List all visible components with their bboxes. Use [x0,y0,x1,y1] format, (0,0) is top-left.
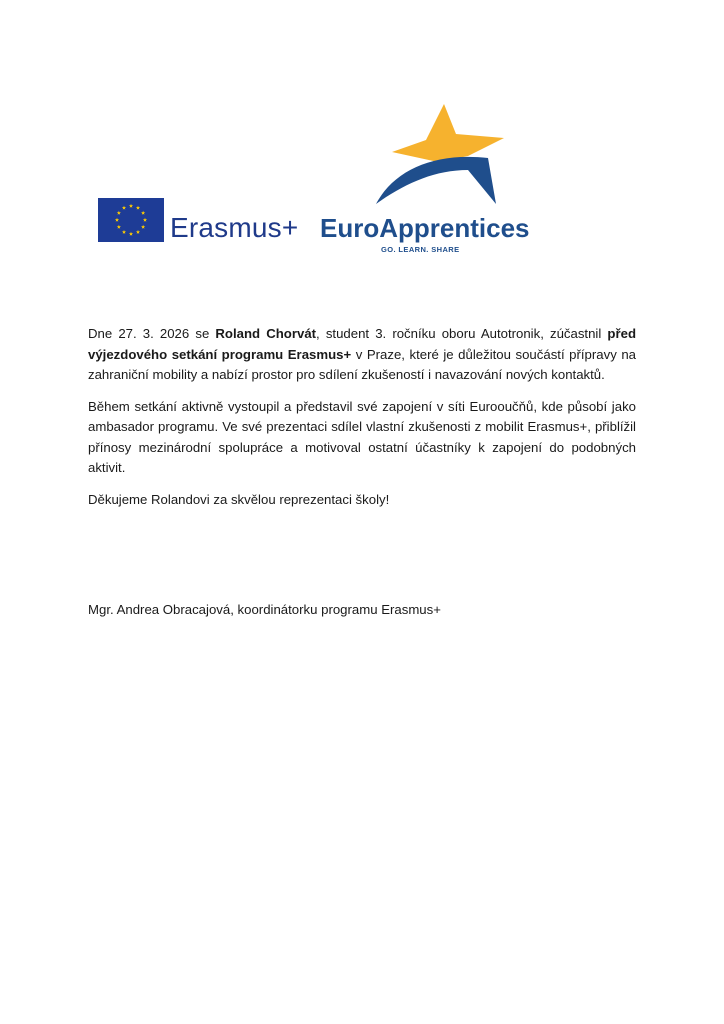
eu-flag-icon [98,198,164,242]
euroapprentices-logo-text: EuroApprentices [320,213,530,243]
erasmus-plus-logo-text: Erasmus+ [170,212,299,243]
paragraph-intro [88,324,636,386]
text-segment: v Praze, které je důležitou součástí přípravy na zahraniční mobility a nabízí prostor pro sdílení zkušeností i navazování nových kontaktů. [88,346,636,382]
text-segment: , student 3. ročníku oboru Autotronik, zúčastnil [316,326,608,341]
euroapprentices-tagline: GO. LEARN. SHARE [381,245,460,254]
letter-body [88,324,636,521]
paragraph-activity: Během setkání aktivně vystoupil a představil své zapojení v síti Eurooučňů, kde působí jako ambasador programu. Ve své prezentaci sdílel vlastní zkušenosti z mobilit Erasmus+, přiblížil přínosy mezinárodní spolupráce a motivoval ostatní účastníky k zapojení do podobných aktivit. [88,398,636,475]
text-segment: Dne 27. 3. 2026 se [88,326,216,341]
euroapprentices-star-icon [364,100,510,208]
logo-header [98,100,538,260]
signature-line: Mgr. Andrea Obracajová, koordinátorku programu Erasmus+ [88,602,441,617]
paragraph-thanks: Děkujeme Rolandovi za skvělou reprezentaci školy! [88,491,390,507]
event-name: před výjezdového setkání programu Erasmus+ [88,326,636,362]
student-name: Roland Chorvát [215,326,317,341]
